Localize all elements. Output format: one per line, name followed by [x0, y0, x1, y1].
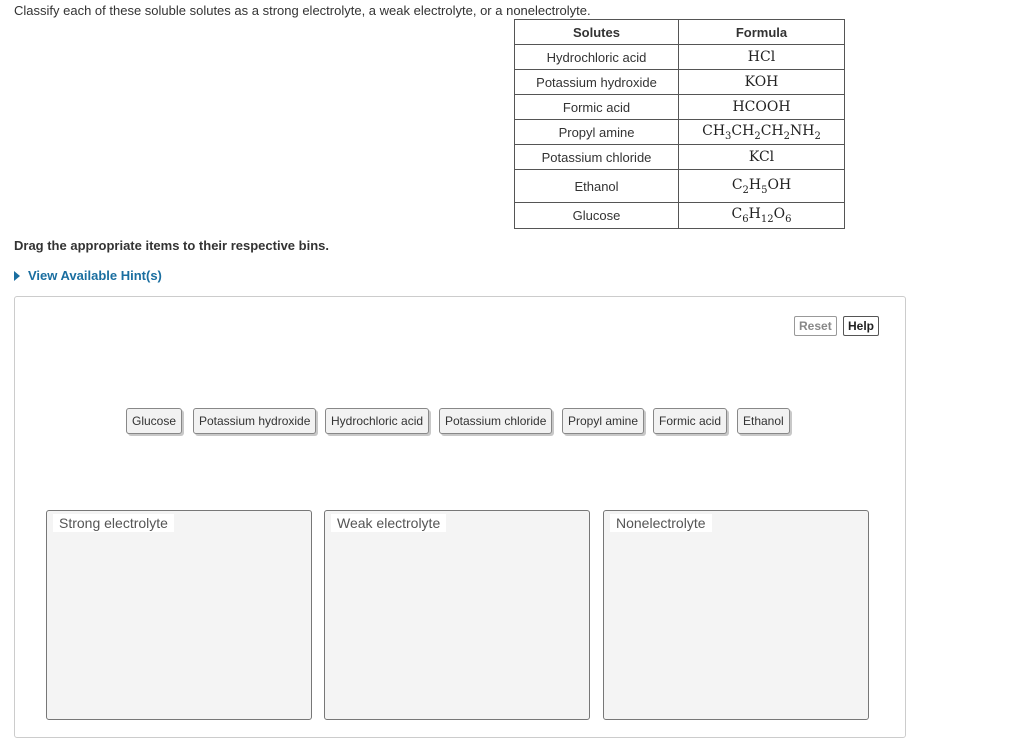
solute-formula: KCl — [679, 145, 845, 170]
table-header-row — [515, 20, 845, 45]
table-row — [515, 203, 845, 229]
draggable-item-ethanol[interactable]: Ethanol — [737, 408, 790, 434]
view-hints-label: View Available Hint(s) — [28, 268, 162, 283]
header-solutes: Solutes — [515, 20, 679, 45]
question-text: Classify each of these soluble solutes as a strong electrolyte, a weak electrolyte, or a nonelectrolyte. — [14, 3, 591, 18]
solute-formula: $CH_3CH_2CH_2NH_2$ — [679, 120, 845, 145]
expand-triangle-icon — [14, 271, 20, 281]
solute-name: Glucose — [515, 203, 679, 229]
drag-drop-area — [14, 296, 906, 738]
solute-name: Ethanol — [515, 170, 679, 203]
bin-label: Weak electrolyte — [331, 514, 446, 532]
table-row — [515, 45, 845, 70]
reset-button[interactable]: Reset — [794, 316, 837, 336]
draggable-item-glucose[interactable]: Glucose — [126, 408, 182, 434]
bin-nonelectrolyte[interactable] — [603, 510, 869, 720]
draggable-item-potassium-chloride[interactable]: Potassium chloride — [439, 408, 552, 434]
table-row — [515, 170, 845, 203]
draggable-item-propyl-amine[interactable]: Propyl amine — [562, 408, 644, 434]
solute-formula: KOH — [679, 70, 845, 95]
draggable-item-hydrochloric-acid[interactable]: Hydrochloric acid — [325, 408, 429, 434]
draggable-items-pool — [15, 408, 905, 438]
bin-label: Strong electrolyte — [53, 514, 174, 532]
solute-name: Potassium hydroxide — [515, 70, 679, 95]
table-row — [515, 70, 845, 95]
solute-name: Potassium chloride — [515, 145, 679, 170]
bin-strong-electrolyte[interactable] — [46, 510, 312, 720]
solutes-table — [514, 19, 845, 229]
bin-label: Nonelectrolyte — [610, 514, 712, 532]
bin-weak-electrolyte[interactable] — [324, 510, 590, 720]
draggable-item-potassium-hydroxide[interactable]: Potassium hydroxide — [193, 408, 316, 434]
solute-formula: $C_2H_5OH$ — [679, 170, 845, 203]
header-formula: Formula — [679, 20, 845, 45]
view-hints-link[interactable] — [14, 268, 162, 283]
solute-name: Hydrochloric acid — [515, 45, 679, 70]
solute-formula: HCl — [679, 45, 845, 70]
help-button[interactable]: Help — [843, 316, 879, 336]
draggable-item-formic-acid[interactable]: Formic acid — [653, 408, 727, 434]
table-row — [515, 120, 845, 145]
solute-formula: $C_6H_{12}O_6$ — [679, 203, 845, 229]
solute-name: Formic acid — [515, 95, 679, 120]
drag-instructions: Drag the appropriate items to their respective bins. — [14, 238, 329, 253]
table-row — [515, 145, 845, 170]
solute-formula: HCOOH — [679, 95, 845, 120]
table-row — [515, 95, 845, 120]
solute-name: Propyl amine — [515, 120, 679, 145]
